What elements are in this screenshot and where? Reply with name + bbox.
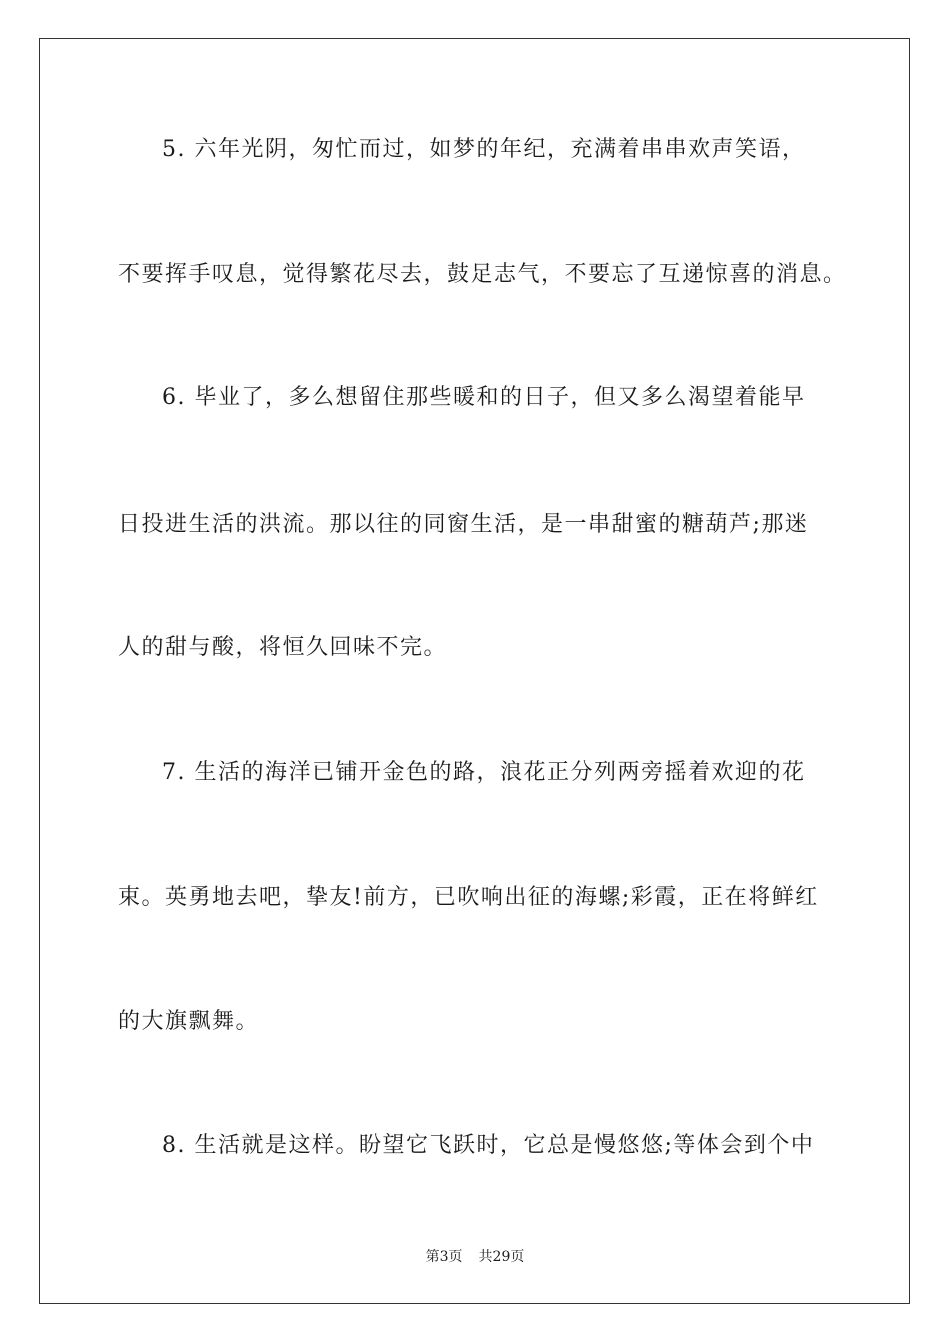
page-number: 第3页 [425, 1249, 463, 1265]
text-line-item-6-middle: 日投进生活的洪流。那以往的同窗生活，是一串甜蜜的糖葫芦;那迷 [118, 512, 809, 537]
text-line-item-7-start: 7. 生活的海洋已铺开金色的路，浪花正分列两旁摇着欢迎的花 [162, 760, 806, 785]
text-line-item-7-middle: 束。英勇地去吧，挚友!前方，已吹响出征的海螺;彩霞，正在将鲜红 [118, 885, 819, 910]
total-pages: 共29页 [478, 1249, 525, 1265]
text-line-item-6-end: 人的甜与酸，将恒久回味不完。 [118, 635, 448, 660]
text-line-item-5-start: 5. 六年光阴，匆忙而过，如梦的年纪，充满着串串欢声笑语， [162, 137, 806, 162]
text-line-item-6-start: 6. 毕业了，多么想留住那些暖和的日子，但又多么渴望着能早 [162, 385, 806, 410]
page-footer [0, 1247, 950, 1267]
page-border [39, 38, 910, 1304]
text-line-item-5-end: 不要挥手叹息，觉得繁花尽去，鼓足志气，不要忘了互递惊喜的消息。 [118, 262, 847, 287]
text-line-item-8-start: 8. 生活就是这样。盼望它飞跃时，它总是慢悠悠;等体会到个中 [162, 1133, 815, 1158]
text-line-item-7-end: 的大旗飘舞。 [118, 1009, 260, 1034]
